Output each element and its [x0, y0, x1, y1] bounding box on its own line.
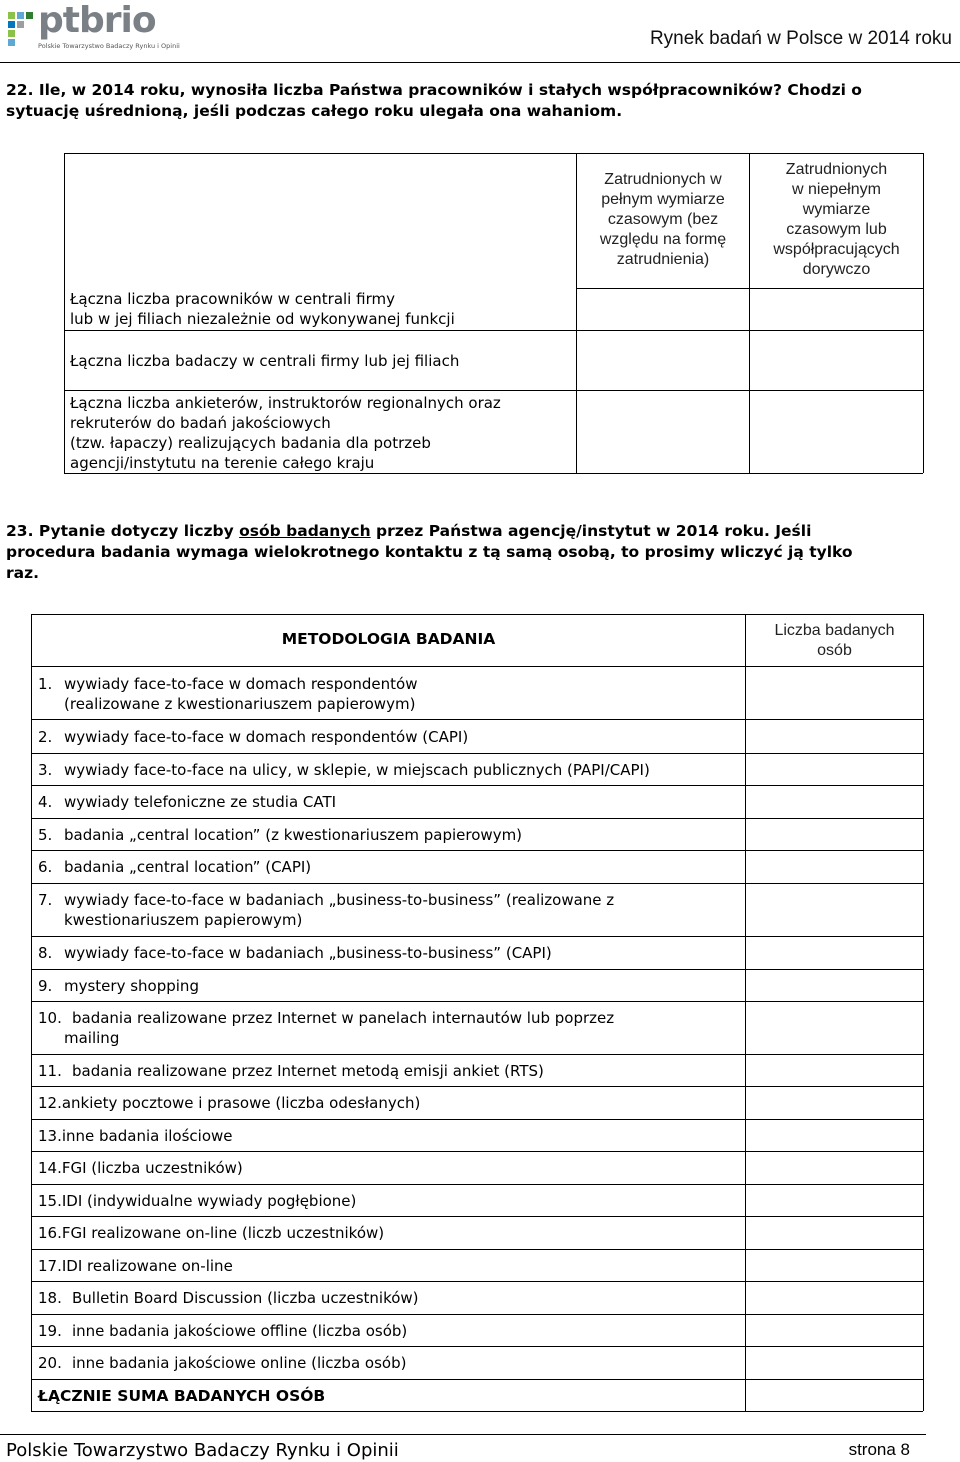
count-input-2[interactable]	[746, 720, 923, 753]
question-23-line-2: procedura badania wymaga wielokrotnego kontaktu z tą samą osobą, to prosimy wliczyć ją tylko	[6, 543, 853, 561]
count-input-18[interactable]	[746, 1282, 923, 1314]
row-label-researchers: Łączna liczba badaczy w centrali firmy lub jej filiach	[70, 352, 460, 370]
count-input-9[interactable]	[746, 970, 923, 1001]
question-22-line-1: 22. Ile, w 2014 roku, wynosiła liczba Państwa pracowników i stałych współpracowników? Chodzi o	[6, 81, 862, 99]
footer-organization: Polskie Towarzystwo Badaczy Rynku i Opinii	[6, 1440, 399, 1461]
logo-subtitle: Polskie Towarzystwo Badaczy Rynku i Opinii	[38, 42, 180, 50]
column-header-full-time: Zatrudnionych w pełnym wymiarze czasowym (bez względu na formę zatrudnienia)	[599, 171, 727, 268]
count-input-7[interactable]	[746, 884, 923, 936]
method-row-20: 20. inne badania jakościowe online (liczba osób)	[38, 1354, 407, 1372]
count-input-20[interactable]	[746, 1347, 923, 1379]
count-input-3[interactable]	[746, 754, 923, 785]
count-input-11[interactable]	[746, 1055, 923, 1086]
page-number: strona 8	[848, 1440, 910, 1459]
count-input-16[interactable]	[746, 1217, 923, 1249]
method-row-15: 15.IDI (indywidualne wywiady pogłębione)	[38, 1192, 357, 1210]
method-row-1: 1. wywiady face-to-face w domach respondentów (realizowane z kwestionariuszem papierowym)	[38, 675, 418, 713]
method-row-13: 13.inne badania ilościowe	[38, 1127, 233, 1145]
logo-wordmark: ptbrio	[38, 0, 156, 41]
question-22-line-2: sytuację uśrednioną, jeśli podczas całego roku ulegała ona wahaniom.	[6, 102, 623, 120]
method-row-7: 7. wywiady face-to-face w badaniach „business-to-business” (realizowane z kwestionariuszem papierowym)	[38, 891, 615, 929]
question-23-line-3: raz.	[6, 564, 40, 582]
count-input-12[interactable]	[746, 1087, 923, 1119]
count-input-total[interactable]	[746, 1380, 923, 1411]
count-input-19[interactable]	[746, 1315, 923, 1346]
column-header-part-time: Zatrudnionych w niepełnym wymiarze czasowym lub współpracujących dorywczo	[773, 161, 900, 278]
method-row-2: 2. wywiady face-to-face w domach respondentów (CAPI)	[38, 728, 469, 746]
method-row-11: 11. badania realizowane przez Internet metodą emisji ankiet (RTS)	[38, 1062, 544, 1080]
row-label-total-employees: Łączna liczba pracowników w centrali firmy lub w jej filiach niezależnie od wykonywanej funkcji	[70, 290, 455, 328]
method-row-9: 9. mystery shopping	[38, 977, 199, 995]
method-row-19: 19. inne badania jakościowe offline (liczba osób)	[38, 1322, 408, 1340]
method-row-3: 3. wywiady face-to-face na ulicy, w sklepie, w miejscach publicznych (PAPI/CAPI)	[38, 761, 650, 779]
method-row-17: 17.IDI realizowane on-line	[38, 1257, 233, 1275]
method-row-8: 8. wywiady face-to-face w badaniach „business-to-business” (CAPI)	[38, 944, 552, 962]
method-row-12: 12.ankiety pocztowe i prasowe (liczba odesłanych)	[38, 1094, 421, 1112]
method-row-14: 14.FGI (liczba uczestników)	[38, 1159, 243, 1177]
column-header-methodology: METODOLOGIA BADANIA	[281, 630, 496, 648]
count-input-5[interactable]	[746, 819, 923, 850]
method-row-total: ŁĄCZNIE SUMA BADANYCH OSÓB	[38, 1387, 326, 1405]
count-input-6[interactable]	[746, 851, 923, 883]
count-input-10[interactable]	[746, 1002, 923, 1054]
count-input-14[interactable]	[746, 1152, 923, 1184]
method-row-16: 16.FGI realizowane on-line (liczb uczestników)	[38, 1224, 385, 1242]
method-row-5: 5. badania „central location” (z kwestionariuszem papierowym)	[38, 826, 523, 844]
method-row-18: 18. Bulletin Board Discussion (liczba uczestników)	[38, 1289, 419, 1307]
column-header-count: Liczba badanych osób	[774, 622, 895, 659]
count-input-8[interactable]	[746, 937, 923, 969]
footer-divider	[0, 1434, 926, 1435]
row-label-interviewers: Łączna liczba ankieterów, instruktorów regionalnych oraz rekruterów do badań jakościowych (tzw. łapaczy) realizujących badania dla potrzeb agencji/instytutu na terenie całego kraju	[70, 394, 501, 472]
count-input-13[interactable]	[746, 1120, 923, 1151]
question-23-line-1: 23. Pytanie dotyczy liczby osób badanych przez Państwa agencję/instytut w 2014 roku. Jeśli	[6, 522, 812, 540]
count-input-4[interactable]	[746, 786, 923, 818]
method-row-4: 4. wywiady telefoniczne ze studia CATI	[38, 793, 337, 811]
count-input-17[interactable]	[746, 1250, 923, 1281]
underlined-term: osób badanych	[239, 522, 371, 540]
count-input-15[interactable]	[746, 1185, 923, 1216]
header-title: Rynek badań w Polsce w 2014 roku	[649, 28, 952, 49]
count-input-1[interactable]	[746, 667, 923, 719]
method-row-10: 10. badania realizowane przez Internet w panelach internautów lub poprzez mailing	[38, 1009, 615, 1047]
method-row-6: 6. badania „central location” (CAPI)	[38, 858, 312, 876]
